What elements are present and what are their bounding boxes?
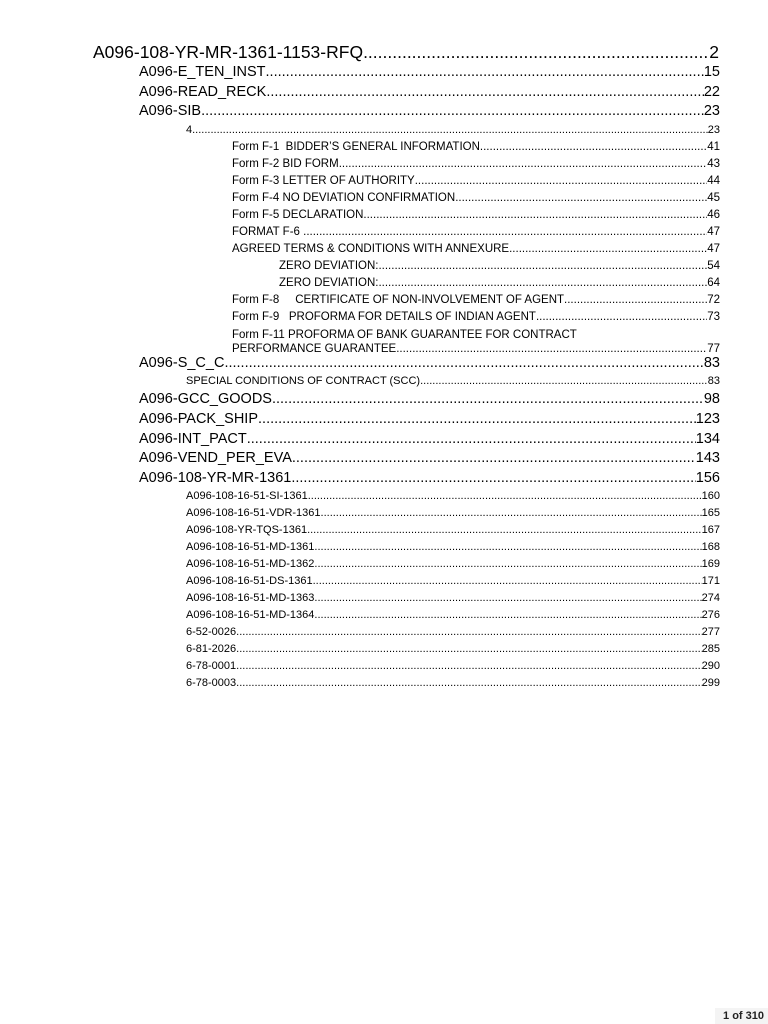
dot-leader xyxy=(258,410,696,430)
toc-entry-page: 22 xyxy=(703,83,720,100)
toc-entry[interactable] xyxy=(0,430,768,450)
toc-entry[interactable] xyxy=(0,522,768,539)
dot-leader xyxy=(378,275,707,292)
toc-entry-page: 168 xyxy=(701,541,720,554)
toc-entry[interactable] xyxy=(0,373,768,390)
toc-entry-label: SPECIAL CONDITIONS OF CONTRACT (SCC) xyxy=(186,375,421,388)
toc-entry[interactable] xyxy=(0,641,768,658)
toc-entry-label: A096-108-16-51-MD-1361 xyxy=(186,541,315,554)
toc-entry[interactable] xyxy=(0,122,768,139)
toc-entry-page: 15 xyxy=(703,64,720,80)
dot-leader xyxy=(313,573,702,590)
dot-leader xyxy=(266,83,704,103)
toc-entry-page: 72 xyxy=(707,293,720,306)
toc-entry-page: 276 xyxy=(701,609,720,622)
dot-leader xyxy=(415,173,707,190)
toc-entry-label-line1: Form F-11 PROFORMA OF BANK GUARANTEE FOR CONTRACT xyxy=(232,328,577,341)
toc-entry-page: 23 xyxy=(707,123,720,136)
toc-entry-label: 6-78-0001 xyxy=(186,660,237,673)
toc-entry-label: A096-VEND_PER_EVA xyxy=(139,450,292,467)
toc-entry-page: 169 xyxy=(701,558,720,571)
dot-leader xyxy=(564,292,707,309)
dot-leader xyxy=(420,373,708,390)
dot-leader xyxy=(224,354,703,374)
dot-leader xyxy=(321,505,702,522)
toc-entry[interactable] xyxy=(0,539,768,556)
toc-entry-page: 299 xyxy=(701,677,720,690)
toc-entry-page: 77 xyxy=(707,342,720,355)
toc-entry-page: 285 xyxy=(701,643,720,656)
toc-entry-label: FORMAT F-6 xyxy=(232,225,304,238)
toc-entry[interactable] xyxy=(0,63,768,83)
toc-entry-page: 98 xyxy=(703,391,720,408)
dot-leader xyxy=(363,207,707,224)
toc-entry-page: 43 xyxy=(707,157,720,170)
toc-entry-page: 47 xyxy=(707,225,720,238)
toc-entry[interactable] xyxy=(0,573,768,590)
table-of-contents xyxy=(0,41,768,692)
toc-entry[interactable] xyxy=(0,102,768,122)
dot-leader xyxy=(314,539,701,556)
toc-entry-label: A096-108-YR-MR-1361-1153-RFQ xyxy=(93,42,364,62)
toc-entry-label: A096-108-YR-MR-1361 xyxy=(139,469,292,486)
dot-leader xyxy=(480,139,707,156)
toc-entry[interactable] xyxy=(0,590,768,607)
toc-entry-label: Form F-3 LETTER OF AUTHORITY xyxy=(232,174,415,187)
dot-leader xyxy=(236,641,701,658)
dot-leader xyxy=(314,556,701,573)
toc-entry-page: 64 xyxy=(707,276,720,289)
dot-leader xyxy=(272,390,704,410)
toc-entry[interactable] xyxy=(0,354,768,374)
toc-entry[interactable] xyxy=(0,241,768,258)
toc-entry[interactable] xyxy=(0,469,768,489)
toc-entry-page: 83 xyxy=(707,375,720,388)
toc-entry[interactable] xyxy=(0,258,768,275)
dot-leader xyxy=(236,624,701,641)
toc-entry-page: 277 xyxy=(701,626,720,639)
toc-entry-label: ZERO DEVIATION: xyxy=(279,259,379,272)
toc-entry[interactable] xyxy=(0,156,768,173)
dot-leader xyxy=(314,607,701,624)
toc-entry[interactable] xyxy=(0,607,768,624)
toc-entry-label: Form F-5 DECLARATION xyxy=(232,208,364,221)
dot-leader xyxy=(509,241,707,258)
toc-entry-label: A096-GCC_GOODS xyxy=(139,391,272,408)
toc-entry-page: 83 xyxy=(703,354,720,371)
toc-entry[interactable] xyxy=(0,139,768,156)
toc-entry-label: A096-INT_PACT xyxy=(139,430,247,447)
toc-entry[interactable] xyxy=(0,449,768,469)
toc-entry-label: 4 xyxy=(186,123,193,136)
toc-entry[interactable] xyxy=(0,190,768,207)
toc-entry-page: 44 xyxy=(707,174,720,187)
toc-entry-label: A096-SIB xyxy=(139,103,202,120)
toc-entry-page: 160 xyxy=(701,490,720,503)
toc-entry[interactable] xyxy=(0,207,768,224)
dot-leader xyxy=(314,590,701,607)
toc-entry-label: A096-E_TEN_INST xyxy=(139,64,266,80)
toc-entry-label: Form F-2 BID FORM xyxy=(232,157,339,170)
dot-leader xyxy=(363,41,709,63)
toc-entry-label: A096-108-16-51-MD-1364 xyxy=(186,609,315,622)
toc-entry-label: A096-108-16-51-MD-1362 xyxy=(186,558,315,571)
toc-entry[interactable] xyxy=(0,275,768,292)
toc-entry-label: 6-52-0026 xyxy=(186,626,237,639)
dot-leader xyxy=(339,156,708,173)
dot-leader xyxy=(378,258,707,275)
toc-entry-label: A096-READ_RECK xyxy=(139,83,267,100)
toc-entry[interactable] xyxy=(0,658,768,675)
toc-entry[interactable] xyxy=(0,224,768,241)
dot-leader xyxy=(308,488,702,505)
toc-entry[interactable] xyxy=(0,41,768,63)
toc-entry-label: Form F-9 PROFORMA FOR DETAILS OF INDIAN AGENT xyxy=(232,310,536,323)
toc-entry[interactable] xyxy=(0,624,768,641)
toc-entry-page: 23 xyxy=(703,103,720,120)
toc-entry-label: A096-108-16-51-SI-1361 xyxy=(186,490,308,503)
toc-entry[interactable] xyxy=(0,173,768,190)
toc-entry[interactable] xyxy=(0,675,768,692)
toc-entry[interactable] xyxy=(0,410,768,430)
toc-entry-label: 6-78-0003 xyxy=(186,677,237,690)
toc-entry-label: Form F-8 CERTIFICATE OF NON-INVOLVEMENT OF AGENT xyxy=(232,293,565,306)
dot-leader xyxy=(236,675,701,692)
toc-entry[interactable] xyxy=(0,556,768,573)
dot-leader xyxy=(455,190,707,207)
dot-leader xyxy=(247,430,696,450)
toc-entry-label: AGREED TERMS & CONDITIONS WITH ANNEXURE xyxy=(232,242,510,255)
dot-leader xyxy=(307,522,702,539)
page-indicator: 1 of 310 xyxy=(715,1008,768,1024)
dot-leader xyxy=(303,224,707,241)
toc-entry-label: A096-108-16-51-MD-1363 xyxy=(186,592,315,605)
toc-entry-label: ZERO DEVIATION: xyxy=(279,276,379,289)
toc-entry-page: 134 xyxy=(695,430,720,447)
toc-entry-page: 54 xyxy=(707,259,720,272)
toc-entry[interactable] xyxy=(0,390,768,410)
toc-entry-label: A096-108-YR-TQS-1361 xyxy=(186,524,308,537)
toc-entry-label: A096-108-16-51-VDR-1361 xyxy=(186,507,321,520)
toc-entry-label: Form F-1 BIDDER’S GENERAL INFORMATION xyxy=(232,140,480,153)
toc-entry-page: 47 xyxy=(707,242,720,255)
toc-entry-page: 73 xyxy=(707,310,720,323)
toc-entry-page: 41 xyxy=(707,140,720,153)
toc-entry-label: A096-PACK_SHIP xyxy=(139,410,259,427)
toc-entry-page: 2 xyxy=(709,42,719,62)
toc-entry-page: 274 xyxy=(701,592,720,605)
dot-leader xyxy=(291,469,695,489)
toc-entry[interactable] xyxy=(0,488,768,505)
toc-entry-page: 290 xyxy=(701,660,720,673)
toc-entry[interactable] xyxy=(0,309,768,326)
toc-entry[interactable] xyxy=(0,83,768,103)
toc-entry-page: 46 xyxy=(707,208,720,221)
toc-entry-page: 167 xyxy=(701,524,720,537)
dot-leader xyxy=(266,63,704,83)
toc-entry-label: A096-S_C_C xyxy=(139,354,225,371)
dot-leader xyxy=(292,449,696,469)
dot-leader xyxy=(236,658,701,675)
toc-entry-page: 171 xyxy=(701,575,720,588)
toc-entry-label: 6-81-2026 xyxy=(186,643,237,656)
dot-leader xyxy=(192,122,708,139)
toc-entry-label: PERFORMANCE GUARANTEE xyxy=(232,342,397,355)
toc-entry-label: A096-108-16-51-DS-1361 xyxy=(186,575,313,588)
toc-entry[interactable] xyxy=(0,292,768,309)
dot-leader xyxy=(201,102,704,122)
toc-entry-page: 45 xyxy=(707,191,720,204)
toc-entry-page: 156 xyxy=(695,469,720,486)
toc-entry[interactable] xyxy=(0,328,768,354)
toc-entry[interactable] xyxy=(0,505,768,522)
toc-entry-label: Form F-4 NO DEVIATION CONFIRMATION xyxy=(232,191,456,204)
toc-entry-page: 123 xyxy=(695,410,720,427)
toc-entry-page: 143 xyxy=(695,450,720,467)
dot-leader xyxy=(536,309,707,326)
toc-entry-page: 165 xyxy=(701,507,720,520)
